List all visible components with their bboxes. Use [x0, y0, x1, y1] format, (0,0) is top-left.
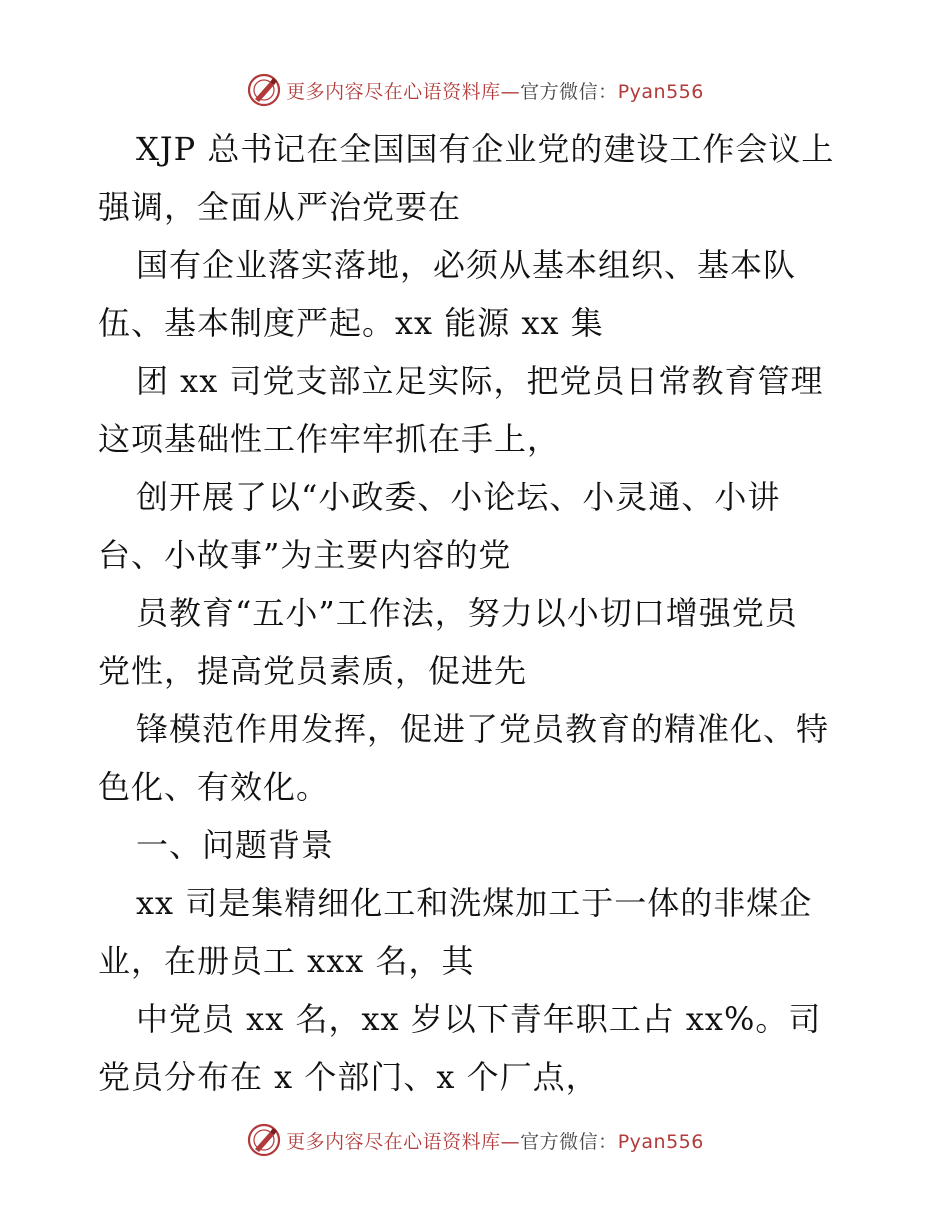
paragraph-line: 伍、基本制度严起。xx 能源 xx 集	[98, 304, 604, 342]
paragraph-line: 员教育“五小”工作法，努力以小切口增强党员	[136, 594, 798, 632]
watermark-wechat-id: Pyan556	[617, 1130, 704, 1153]
watermark-official-label: 官方微信：	[520, 1130, 618, 1153]
watermark-wechat-id: Pyan556	[617, 80, 704, 103]
watermark-brand: 更多内容尽在心语资料库	[286, 80, 501, 103]
watermark-brand: 更多内容尽在心语资料库	[286, 1130, 501, 1153]
header-watermark	[0, 70, 950, 110]
footer-watermark	[0, 1120, 950, 1160]
pen-seal-logo-icon	[246, 72, 282, 108]
paragraph-line: 党性，提高党员素质，促进先	[98, 652, 528, 690]
paragraph-line: 创开展了以“小政委、小论坛、小灵通、小讲	[136, 478, 781, 516]
paragraph-line: 色化、有效化。	[98, 768, 330, 806]
paragraph-line: 锋模范作用发挥，促进了党员教育的精准化、特	[136, 710, 830, 748]
watermark-dash: —	[500, 1130, 521, 1153]
paragraph-line: XJP 总书记在全国国有企业党的建设工作会议上	[136, 130, 835, 168]
watermark-text	[286, 1127, 704, 1154]
watermark-text	[286, 77, 704, 104]
paragraph-line: 团 xx 司党支部立足实际，把党员日常教育管理	[136, 362, 824, 400]
section-heading: 一、问题背景	[136, 826, 335, 864]
paragraph-line: 国有企业落实落地，必须从基本组织、基本队	[136, 246, 797, 284]
paragraph-line: 台、小故事”为主要内容的党	[98, 536, 512, 574]
watermark-official-label: 官方微信：	[520, 80, 618, 103]
paragraph-line: 党员分布在 x 个部门、x 个厂点，	[98, 1058, 599, 1096]
document-body	[98, 120, 858, 1106]
watermark-dash: —	[500, 80, 521, 103]
pen-seal-logo-icon	[246, 1122, 282, 1158]
paragraph-line: 业，在册员工 xxx 名，其	[98, 942, 475, 980]
paragraph-line: xx 司是集精细化工和洗煤加工于一体的非煤企	[136, 884, 813, 922]
paragraph-line: 强调，全面从严治党要在	[98, 188, 462, 226]
paragraph-line: 中党员 xx 名，xx 岁以下青年职工占 xx%。司	[136, 1000, 822, 1038]
paragraph-line: 这项基础性工作牢牢抓在手上，	[98, 420, 561, 458]
